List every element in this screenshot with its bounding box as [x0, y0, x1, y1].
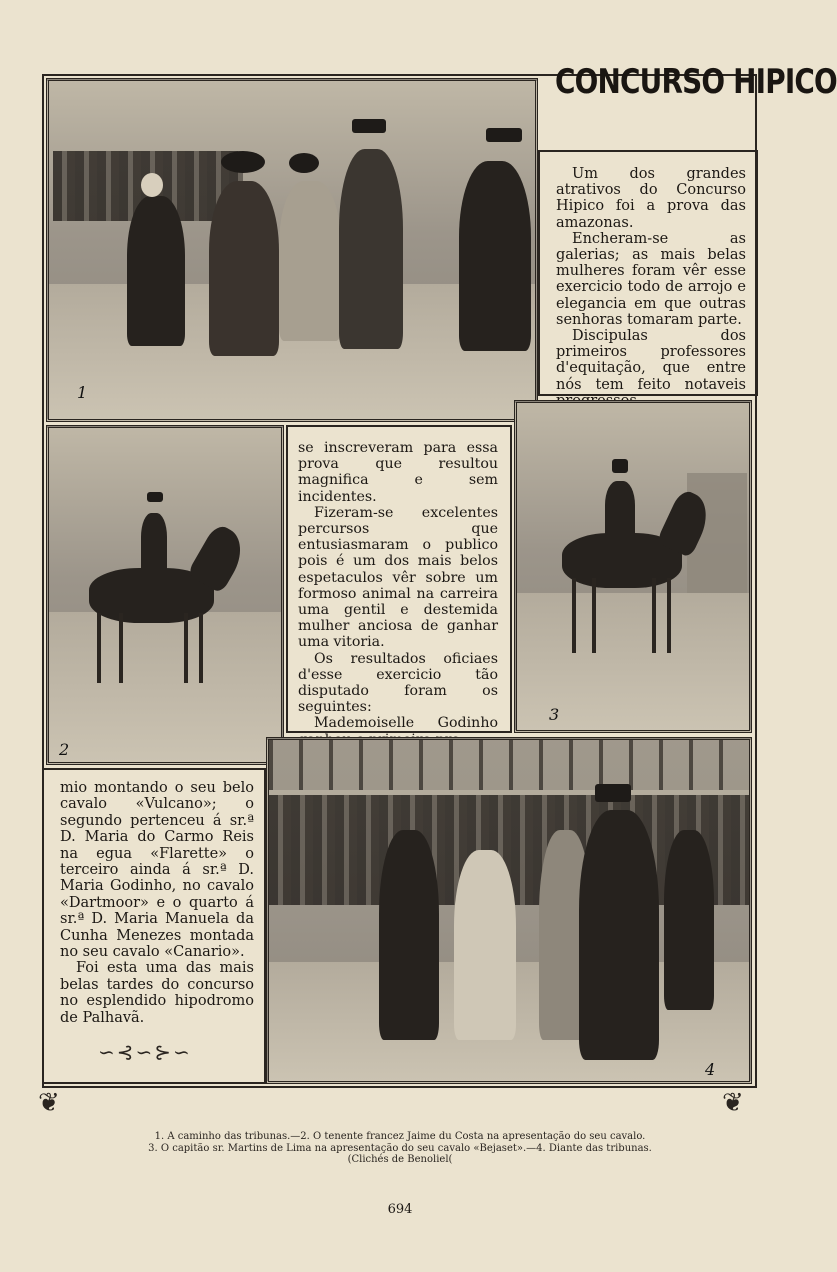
right-corner-ornament-icon: ❦ — [722, 1088, 746, 1118]
figure — [379, 830, 439, 1040]
photo-number: 2 — [59, 740, 70, 759]
figure — [459, 161, 531, 351]
photo-4-before-stands — [266, 737, 752, 1084]
horse-leg — [119, 613, 123, 683]
page-title: CONCURSO HIPICO — [555, 62, 837, 102]
photo-number: 3 — [549, 705, 560, 724]
rider — [141, 513, 167, 573]
paragraph: Mademoiselle Godinho — [314, 715, 498, 732]
photo-3-captain-horse — [514, 400, 752, 733]
photo-ground — [49, 612, 281, 762]
horse-leg — [667, 578, 671, 653]
photo-number: 1 — [77, 383, 88, 402]
figure-head — [141, 173, 163, 197]
rider — [605, 481, 635, 541]
paragraph: mio montando o seu belo cavalo «Vulcano»; o segundo pertenceu á sr.ª D. Maria do Carmo Reis na egua «Flarette» o terceiro ainda á sr.ª D. Maria Godinho, no cavalo «Dartmoor» e o quarto á sr.ª D. Maria Manuela da Cunha Menezes montada no seu cavalo «Canario». — [60, 780, 254, 961]
rider-cap — [147, 492, 163, 502]
paragraph: Fizeram-se excelentes percursos que entusiasmaram o publico pois é um dos mais belos espetaculos vêr sobre um formoso animal na carreira uma gentil e destemida mulher anciosa de ganhar uma vitoria. — [298, 504, 498, 651]
text-column-middle — [298, 440, 498, 748]
decorative-ornament: ∽⊰∽⊱∽ — [98, 1040, 192, 1064]
photo-2-lieutenant-horse — [46, 425, 284, 765]
caption-line: 3. O capitão sr. Martins de Lima na apresentação do seu cavalo «Bejaset».—4. Diante das tribunas. — [148, 1142, 652, 1154]
paragraph: Os resultados oficiaes d'esse exercicio tão disputado foram os seguintes: — [298, 650, 498, 716]
caption-credit: (Clichés de Benoliel( — [347, 1154, 453, 1165]
figure-hat — [486, 128, 522, 142]
paragraph: Encheram-se as galerias; as mais belas mulheres foram vêr esse exercicio todo de arrojo e elegancia em que outras senhoras tomaram parte. — [556, 230, 746, 328]
horse-leg — [572, 578, 576, 653]
caption-line: 1. A caminho das tribunas.—2. O tenente francez Jaime du Costa na apresentação do seu cavalo. — [154, 1131, 646, 1142]
figure — [279, 181, 341, 341]
figure — [579, 810, 659, 1060]
text-column-bottom-left — [60, 780, 254, 1026]
horse-leg — [97, 613, 101, 683]
rider-hat — [612, 459, 628, 473]
paragraph: Um dos grandes atrativos do Concurso Hipico foi a prova das amazonas. — [556, 166, 746, 231]
figure-hat — [595, 784, 631, 802]
horse-leg — [652, 578, 656, 653]
photo-1-walking-to-stands — [46, 78, 538, 422]
horse-leg — [199, 613, 203, 683]
figure-hat — [289, 153, 319, 173]
paragraph: Discipulas dos primeiros professores d'equitação, que entre nós tem feito notaveis — [556, 328, 746, 393]
figure-hat — [221, 151, 265, 173]
horse-leg — [184, 613, 188, 683]
figure — [664, 830, 714, 1010]
photo-number: 4 — [705, 1060, 716, 1079]
paragraph: se inscreveram para essa prova que resultou magnifica e sem incidentes. — [298, 440, 498, 505]
figure — [454, 850, 516, 1040]
horse-leg — [592, 578, 596, 653]
left-corner-ornament-icon: ❦ — [38, 1088, 62, 1118]
grandstand-roof — [269, 740, 749, 790]
paragraph: Foi esta uma das mais belas tardes do concurso no esplendido hipodromo de Palhavã. — [60, 960, 254, 1026]
figure — [209, 181, 279, 356]
photo-captions — [60, 1131, 740, 1166]
figure-hat — [352, 119, 386, 133]
figure — [339, 149, 403, 349]
figure — [127, 196, 185, 346]
text-column-top-right — [556, 166, 746, 409]
page-number: 694 — [387, 1202, 413, 1217]
